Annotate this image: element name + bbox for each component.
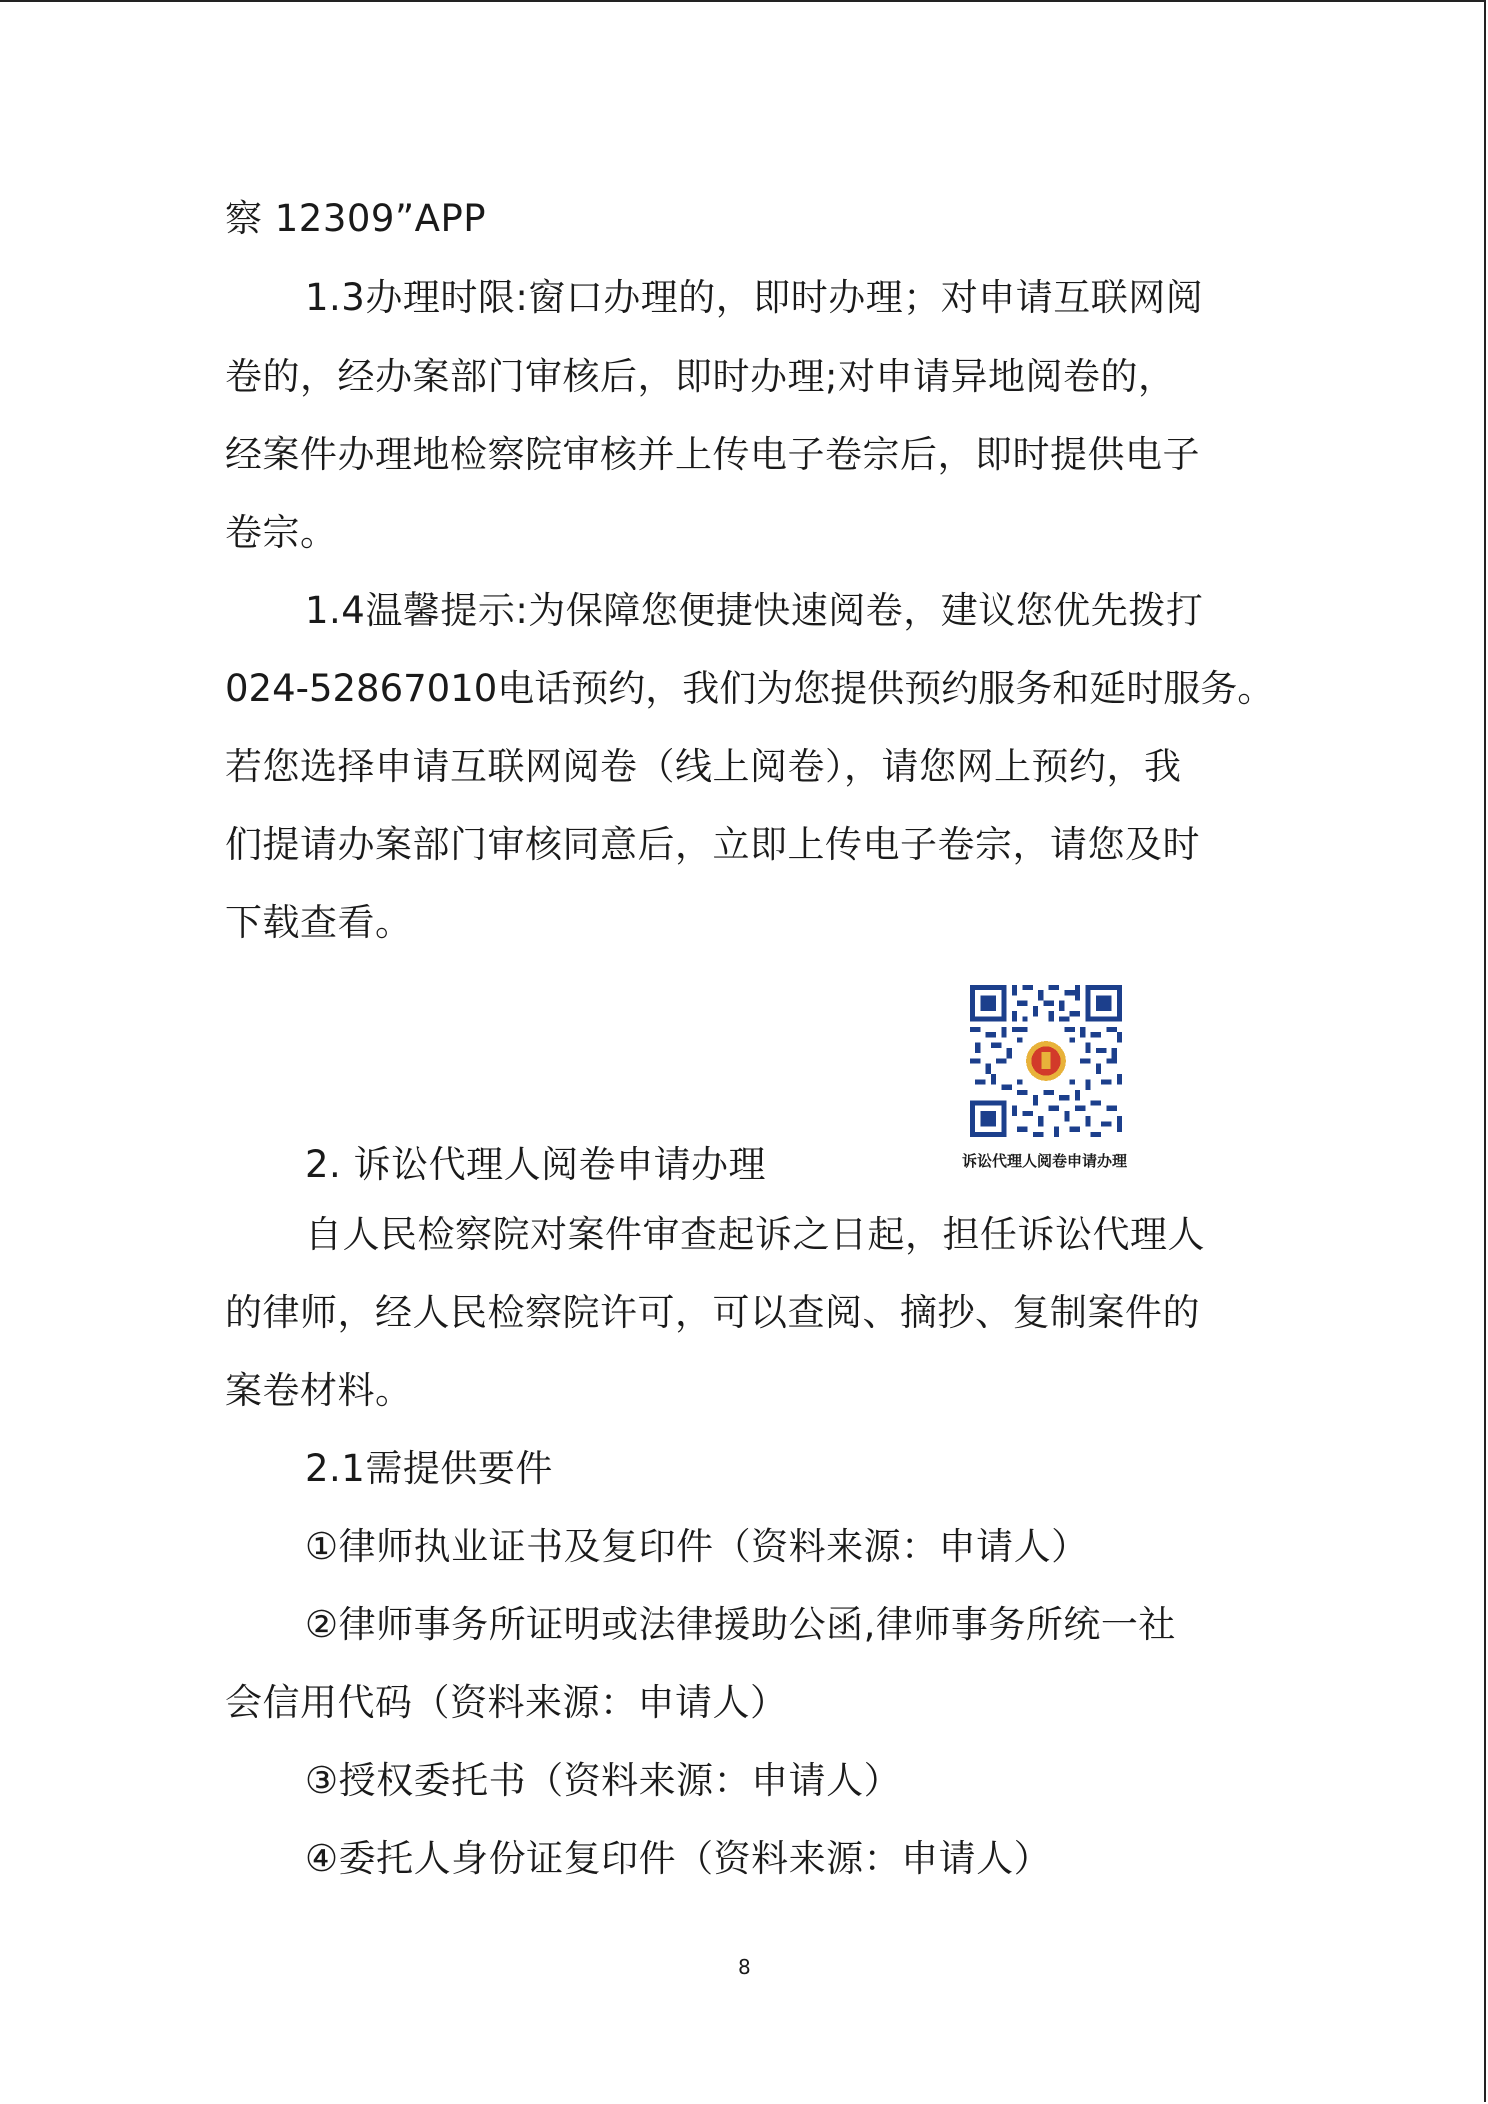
section-1-3-line: 1.3办理时限:窗口办理的，即时办理；对申请互联网阅 (305, 276, 1204, 319)
text-line: 案卷材料。 (225, 1369, 413, 1412)
text-line: 察 12309”APP (225, 197, 487, 240)
qr-code-icon (970, 985, 1122, 1137)
text-line: 经案件办理地检察院审核并上传电子卷宗后，即时提供电子 (225, 433, 1200, 476)
text-line: 卷宗。 (225, 511, 338, 554)
qr-caption: 诉讼代理人阅卷申请办理 (962, 1152, 1128, 1170)
text-line: 卷的，经办案部门审核后，即时办理;对申请异地阅卷的， (225, 355, 1176, 398)
list-item: ④委托人身份证复印件（资料来源：申请人） (305, 1837, 1052, 1880)
list-item: ②律师事务所证明或法律援助公函,律师事务所统一社 (305, 1603, 1176, 1646)
text-line: 自人民检察院对案件审查起诉之日起，担任诉讼代理人 (305, 1213, 1205, 1256)
section-2-heading: 2. 诉讼代理人阅卷申请办理 (305, 1143, 767, 1186)
text-line: 若您选择申请互联网阅卷（线上阅卷），请您网上预约，我 (225, 745, 1182, 788)
text-line: 下载查看。 (225, 901, 413, 944)
list-item: ③授权委托书（资料来源：申请人） (305, 1759, 902, 1802)
page-number: 8 (738, 1955, 751, 1979)
text-line: 会信用代码（资料来源：申请人） (225, 1681, 788, 1724)
phone-line: 024-52867010电话预约，我们为您提供预约服务和延时服务。 (225, 667, 1275, 710)
text-line: 们提请办案部门审核同意后，立即上传电子卷宗，请您及时 (225, 823, 1200, 866)
section-1-4-line: 1.4温馨提示:为保障您便捷快速阅卷，建议您优先拨打 (305, 589, 1204, 632)
list-item: ①律师执业证书及复印件（资料来源：申请人） (305, 1525, 1089, 1568)
section-2-1-heading: 2.1需提供要件 (305, 1447, 553, 1490)
text-line: 的律师，经人民检察院许可，可以查阅、摘抄、复制案件的 (225, 1291, 1200, 1334)
